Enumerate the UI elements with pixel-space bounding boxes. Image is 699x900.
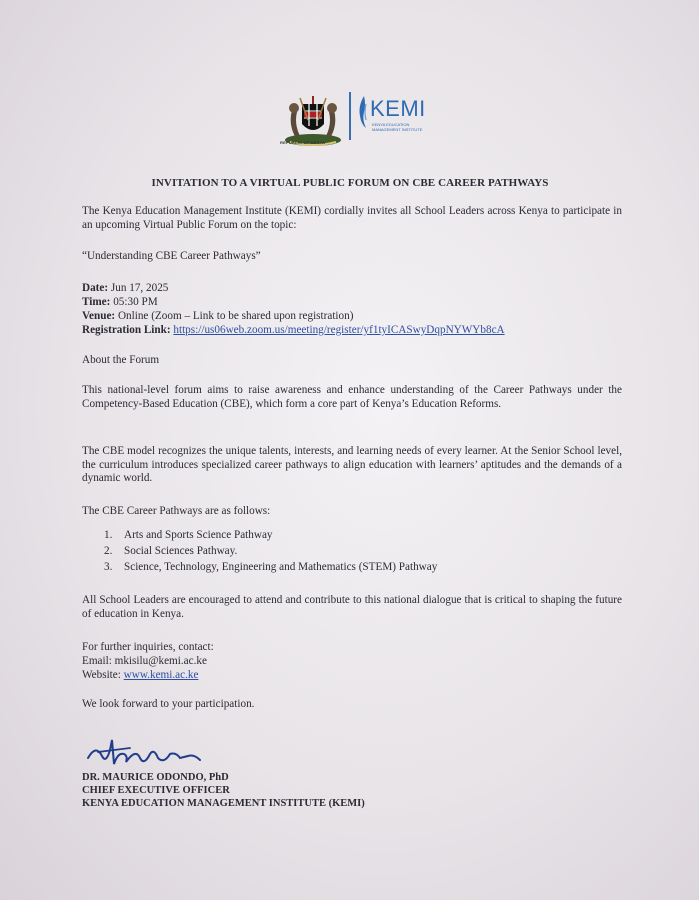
model-paragraph: The CBE model recognizes the unique talents, interests, and learning needs of every learner. At the Senior School level, the curriculum introduces specialized career pathways to align education with learners’ aptitudes and the demands of a dynamic world. [82,445,622,484]
closing-paragraph: All School Leaders are encouraged to attend and contribute to this national dialogue that is critical to shaping the future of education in Kenya. [82,594,622,620]
forum-topic: “Understanding CBE Career Pathways” [82,250,261,262]
contact-heading: For further inquiries, contact: [82,641,214,653]
page-title: INVITATION TO A VIRTUAL PUBLIC FORUM ON CBE CAREER PATHWAYS [151,177,549,189]
signatory-block [82,771,622,810]
intro-paragraph: The Kenya Education Management Institute (KEMI) cordially invites all School Leaders across Kenya to participate in an upcoming Virtual Public Forum on the topic: [82,205,622,231]
event-details [82,281,622,337]
time-line: Time: 05:30 PM [82,296,158,308]
email-address[interactable]: mkisilu@kemi.ac.ke [114,655,207,667]
pathways-heading: The CBE Career Pathways are as follows: [82,505,271,517]
list-item: 2. Social Sciences Pathway. [104,545,238,557]
email-line: Email: mkisilu@kemi.ac.ke [82,655,207,667]
contact-block [82,640,622,682]
sign-off: We look forward to your participation. [82,698,255,710]
signatory-name: DR. MAURICE ODONDO, PhD [82,772,229,783]
venue-line: Venue: Online (Zoom – Link to be shared upon registration) [82,310,354,322]
signature-image [84,734,214,774]
kemi-logo-subtitle: KENYA EDUCATION MANAGEMENT INSTITUTE [372,122,423,132]
kemi-flame-icon [356,94,370,130]
logo-divider [349,92,351,140]
about-heading: About the Forum [82,354,160,366]
list-item: 1. Arts and Sports Science Pathway [104,529,273,541]
registration-link[interactable]: https://us06web.zoom.us/meeting/register/yf1tyICASwyDqpNYWYb8cA [173,324,505,336]
signatory-position: CHIEF EXECUTIVE OFFICER [82,785,230,796]
website-link[interactable]: www.kemi.ac.ke [123,669,199,681]
letterhead-logos [282,86,442,150]
about-paragraph: This national-level forum aims to raise awareness and enhance understanding of the Career Pathways under the Competency-Based Education (CBE), which form a core part of Kenya’s Education Reforms. [82,384,622,410]
list-item: 3. Science, Technology, Engineering and Mathematics (STEM) Pathway [104,561,438,573]
date-line: Date: Jun 17, 2025 [82,282,169,294]
signatory-organization: KENYA EDUCATION MANAGEMENT INSTITUTE (KEMI) [82,798,365,809]
coat-of-arms-caption: REPUBLIC OF KENYA [280,140,326,145]
kemi-logo-text: KEMI [370,96,426,121]
registration-line: Registration Link: https://us06web.zoom.us/meeting/register/yf1tyICASwyDqpNYWYb8cA [82,324,505,336]
website-line: Website: www.kemi.ac.ke [82,669,199,681]
